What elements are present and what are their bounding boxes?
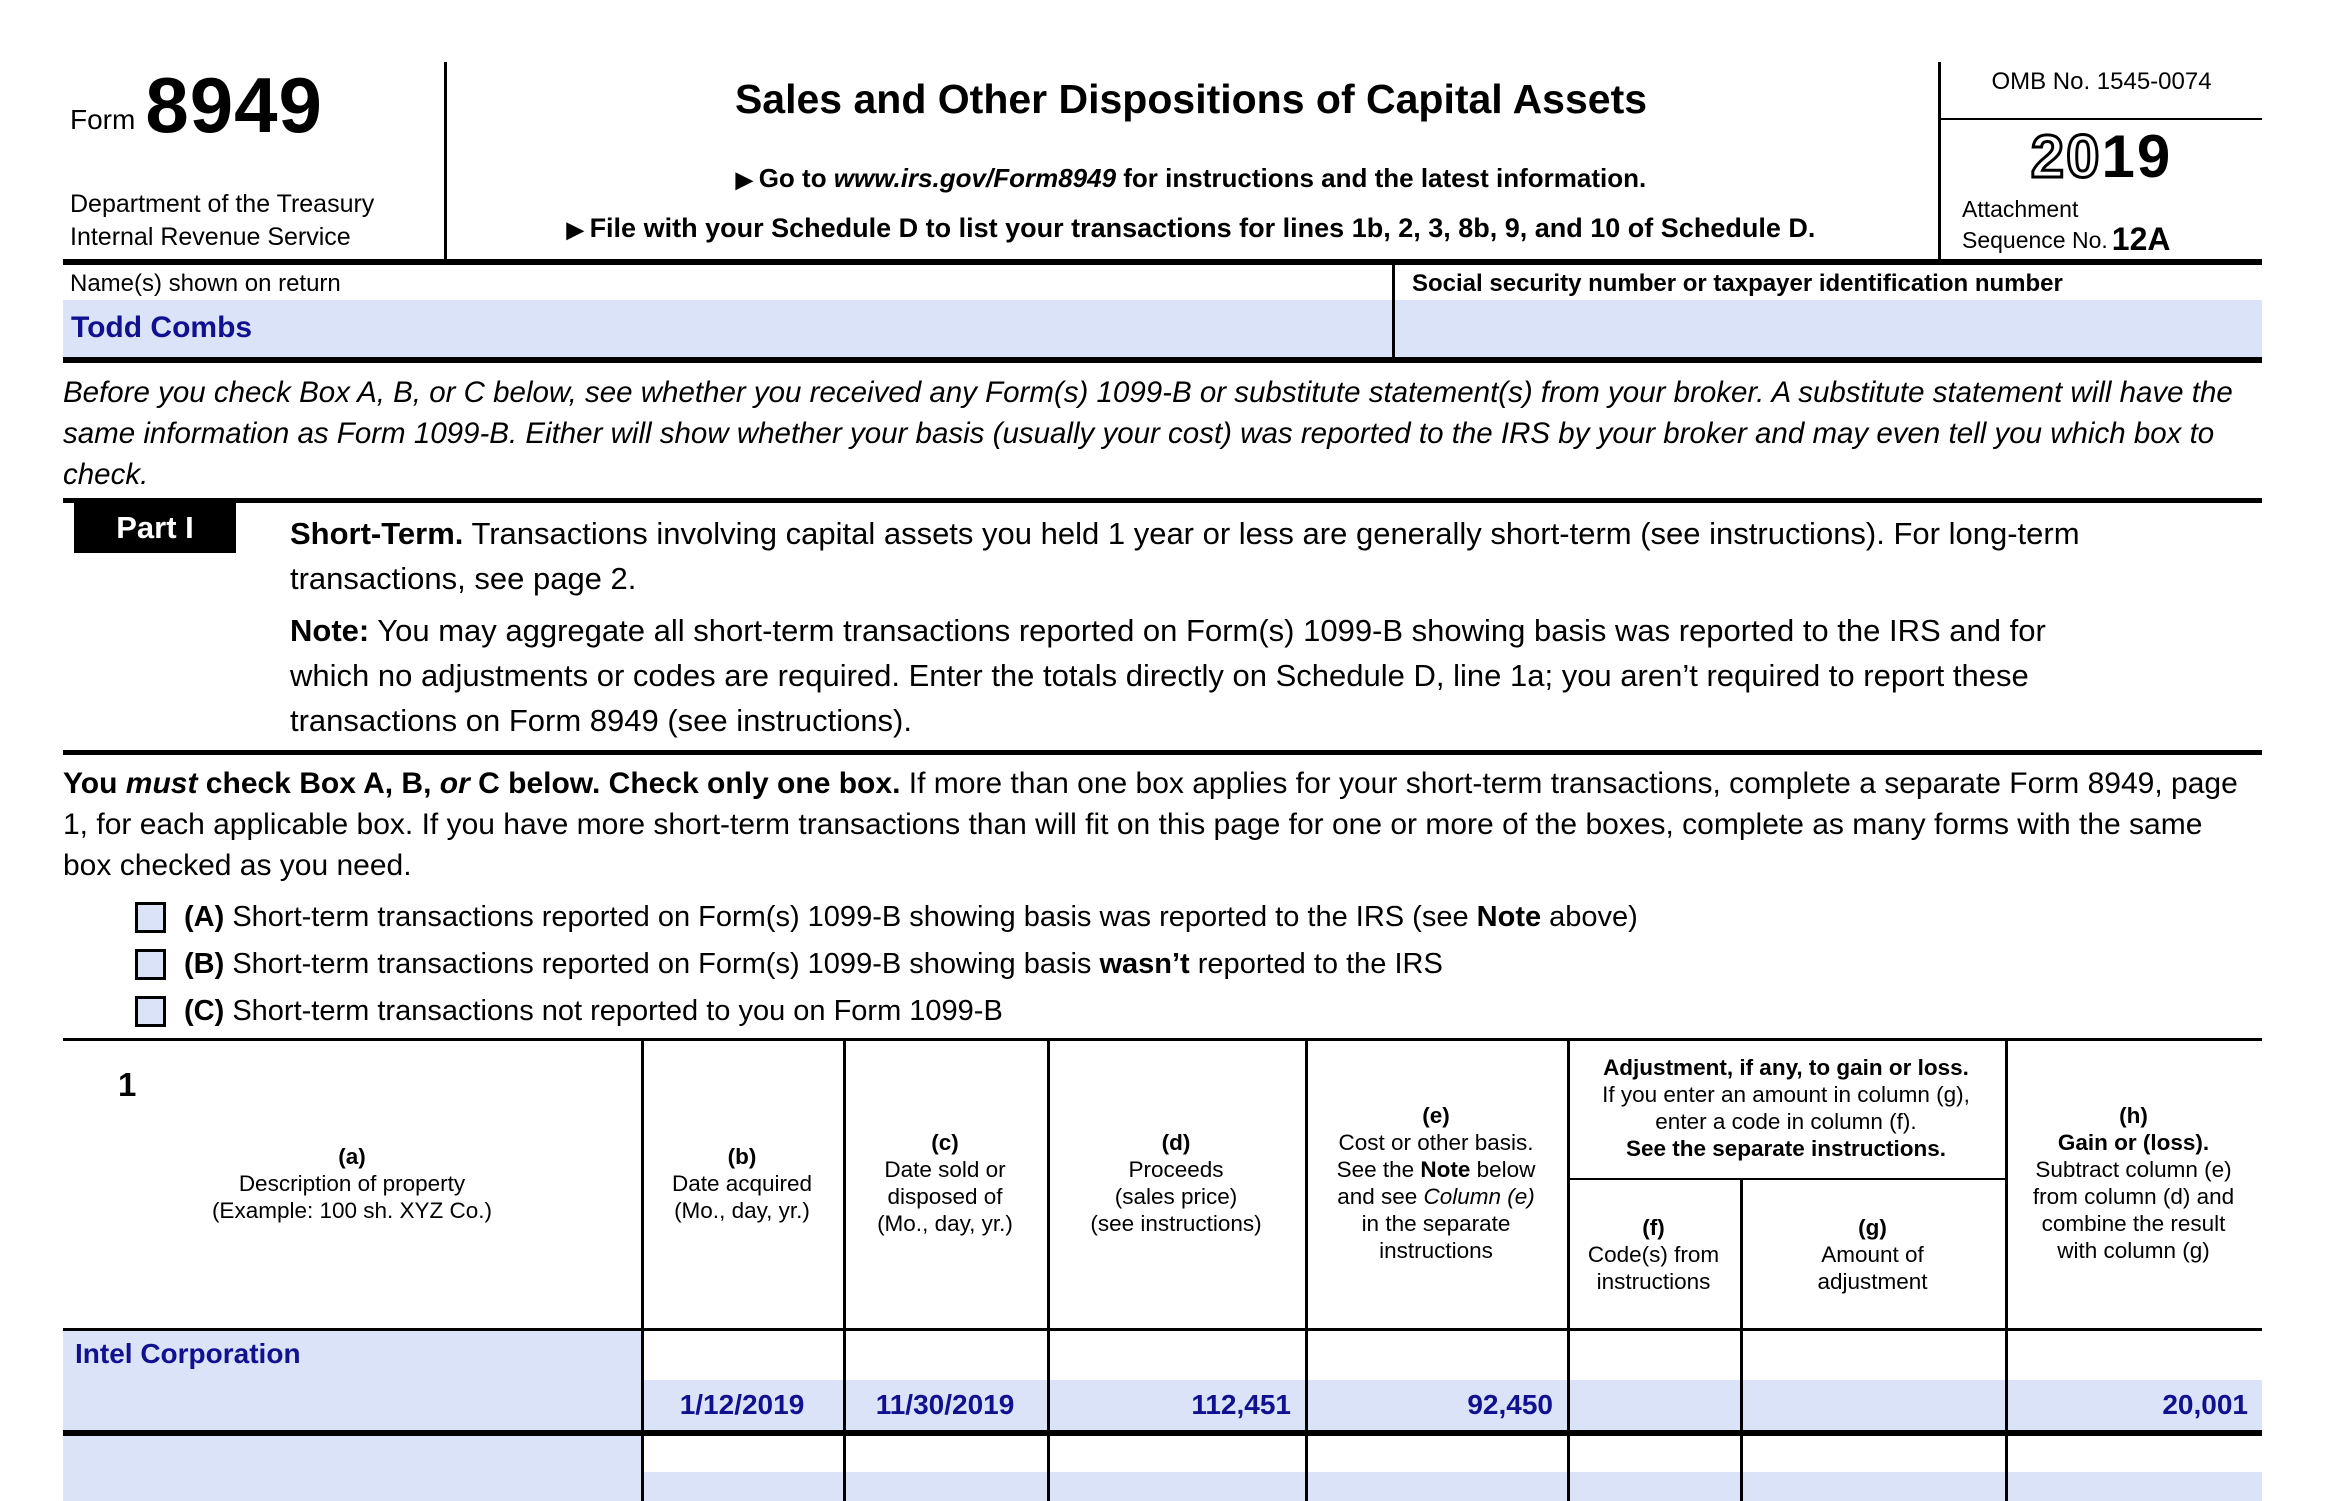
part1-note-bold: Note: [290,613,370,648]
name-input[interactable]: Todd Combs [63,300,1392,357]
goto-instruction [447,163,1935,194]
header-adjustment-group: Adjustment, if any, to gain or loss. If you enter an amount in column (g), enter a code in column (f). See the separate instructions. [1602,1055,1970,1161]
file-instruction [447,213,1935,244]
checkbox-row-b [135,948,1443,981]
row2-cost-basis[interactable] [1305,1472,1567,1501]
note-rule [63,750,2262,755]
header-col-a: (a) Description of property (Example: 100 sh. XYZ Co.) [211,1143,493,1223]
header-col-c: (c) Date sold or disposed of (Mo., day, yr.) [877,1130,1013,1236]
row2-date-sold[interactable] [843,1472,1047,1501]
header-col-g: (g) Amount of adjustment [1817,1214,1928,1294]
row1-date-sold[interactable]: 11/30/2019 [875,1389,1015,1420]
header-col-f: (f) Code(s) from instructions [1587,1214,1720,1294]
name-label: Name(s) shown on return [70,270,341,297]
attachment-label: Attachment [1962,196,2079,222]
checkbox-a-label: (A) Short-term transactions reported on Form(s) 1099-B showing basis was reported to the IRS (see Note above) [184,901,1638,933]
row2-gain-loss[interactable] [2005,1472,2262,1501]
tax-year [1941,122,2262,191]
sequence-label: Sequence No. [1962,227,2108,253]
header-col-b: (b) Date acquired (Mo., day, yr.) [671,1143,813,1223]
header-col-h: (h) Gain or (loss). Subtract column (e) from column (d) and combine the result with column (g) [2032,1103,2235,1263]
agency-block [70,188,374,254]
name-ssn-divider [1392,262,1395,357]
seg-bold-italic-2: or [439,767,470,800]
row2-description[interactable] [63,1436,641,1452]
box-instructions [63,763,2238,886]
row2-proceeds[interactable] [1047,1472,1305,1501]
checkbox-b[interactable] [135,949,166,980]
year-outline: 20 [2030,123,2102,190]
checkbox-c-label: (C) Short-term transactions not reported to you on Form 1099-B [184,995,1003,1027]
row1-gain-loss[interactable]: 20,001 [2162,1389,2248,1420]
seg-bold-2: check Box A, B, [197,767,440,800]
seg-bold-3: C below. Check only one box. [469,767,901,800]
part1-heading-bold: Short-Term. [290,516,464,551]
form-word-label: Form [70,104,136,135]
checkbox-b-label: (B) Short-term transactions reported on Form(s) 1099-B showing basis wasn’t reported to the IRS [184,948,1443,980]
row1-adjustment[interactable] [1740,1380,2005,1430]
ssn-input[interactable] [1395,300,2262,357]
row2-adjustment[interactable] [1740,1472,2005,1501]
goto-post: for instructions and the latest information. [1116,163,1647,193]
ssn-label: Social security number or taxpayer identification number [1412,270,2063,297]
checkbox-a[interactable] [135,902,166,933]
page-title: Sales and Other Dispositions of Capital Assets [734,76,1648,122]
seg-rest: If more than one box applies for your short-term transactions, complete a separate Form 8949, page 1, for each applicable box. If you have more short-term transactions than will fit on this page for one or more of the boxes, complete as many forms with the same box checked as you need. [63,767,2238,882]
form-number-block [70,61,323,149]
row1-cost-basis[interactable]: 92,450 [1467,1389,1553,1420]
arrow-right-icon: ▶ [735,167,753,192]
row1-date-acquired[interactable]: 1/12/2019 [679,1389,805,1420]
header-col-d: (d) Proceeds (sales price) (see instructions) [1090,1130,1262,1236]
omb-divider [1938,118,2262,120]
row2-codes[interactable] [1567,1472,1740,1501]
row1-proceeds[interactable]: 112,451 [1191,1389,1291,1420]
goto-pre: Go to [758,163,834,193]
part1-heading [290,511,2105,601]
seg-bold-italic-1: must [125,767,198,800]
row1-codes[interactable] [1567,1380,1740,1430]
agency-line-2: Internal Revenue Service [70,223,351,251]
transactions-table [63,1038,2262,1501]
header-col-e: (e) Cost or other basis. See the Note below and see Column (e) in the separate instructions [1336,1103,1536,1263]
checkbox-row-c [135,995,1003,1028]
checkbox-c[interactable] [135,996,166,1027]
part1-rule [63,498,2262,503]
sequence-block [1962,221,2171,257]
arrow-right-icon: ▶ [566,217,584,242]
part1-heading-rest: Transactions involving capital assets you held 1 year or less are generally short-term (see instructions). For long-term transactions, see page 2. [290,516,2080,596]
name-row-rule [63,357,2262,363]
file-text: File with your Schedule D to list your transactions for lines 1b, 2, 3, 8b, 9, and 10 of Schedule D. [589,213,1816,243]
seg-bold-1: You [63,767,126,800]
header-rule [63,259,2262,265]
part1-badge: Part I [74,503,236,553]
agency-line-1: Department of the Treasury [70,190,375,218]
goto-url[interactable]: www.irs.gov/Form8949 [833,163,1117,193]
omb-number: OMB No. 1545-0074 [1991,68,2212,95]
part1-note-rest: You may aggregate all short-term transactions reported on Form(s) 1099-B showing basis was reported to the IRS and for which no adjustments or codes are required. Enter the totals directly on Schedule D, line 1a; you aren’t required to report these transactions on Form 8949 (see instructions). [290,613,2046,738]
part1-note [290,608,2050,743]
form-number: 8949 [145,61,323,149]
sequence-value: 12A [2111,221,2171,257]
row2-date-acquired[interactable] [641,1472,843,1501]
row1-description[interactable]: Intel Corporation [75,1338,301,1369]
checkbox-row-a [135,901,1638,934]
year-solid: 19 [2101,123,2173,190]
line-number: 1 [118,1066,137,1103]
broker-note: Before you check Box A, B, or C below, see whether you received any Form(s) 1099-B or substitute statement(s) from your broker. A substitute statement will have the same information as Form 1099-B. Either will show whether your basis (usually your cost) was reported to the IRS by your broker and may even tell you which box to check. [63,376,2233,491]
